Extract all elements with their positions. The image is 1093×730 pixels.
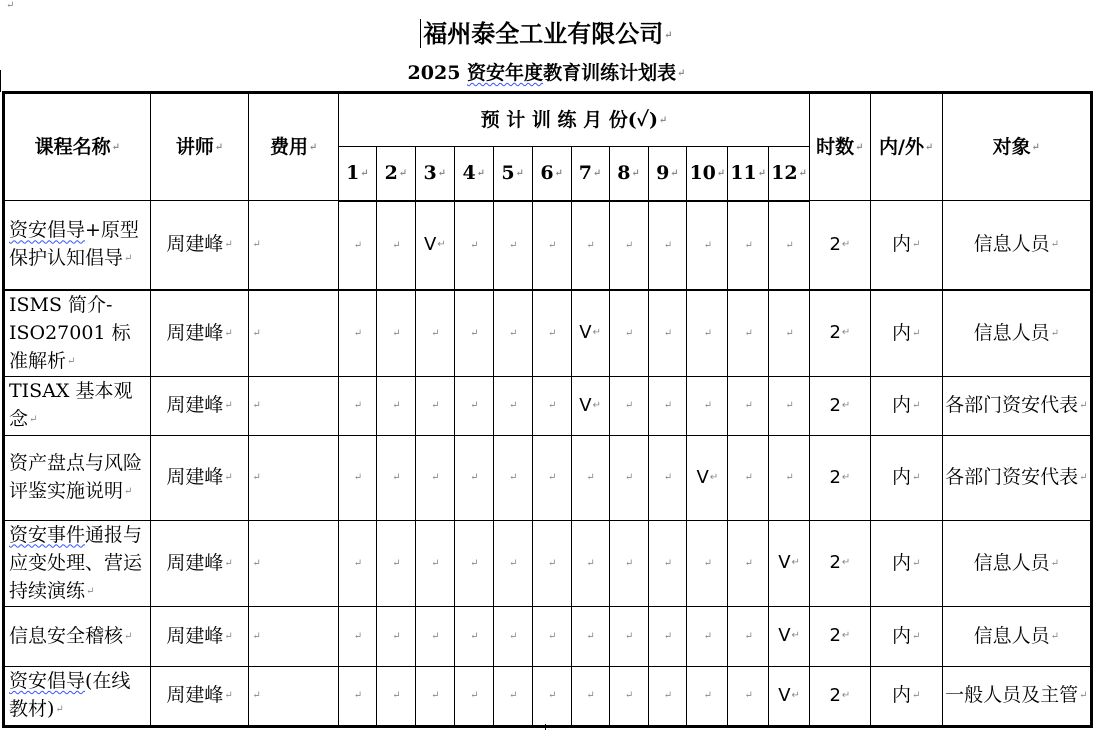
month-cell-4 <box>454 606 493 666</box>
header-month-4: 4 ↵ <box>454 147 493 201</box>
fee <box>249 290 339 377</box>
fee <box>249 666 339 726</box>
month-cell-10 <box>687 290 728 377</box>
fee <box>249 435 339 520</box>
hours: 2 ↵ <box>809 435 870 520</box>
month-cell-8 <box>609 201 648 290</box>
table-row <box>4 376 1092 435</box>
month-cell-4 <box>454 666 493 726</box>
lecturer: 周建峰 ↵ <box>150 435 249 520</box>
month-cell-3 <box>415 520 454 606</box>
internal-external: 内 ↵ <box>870 666 942 726</box>
month-cell-2 <box>376 201 415 290</box>
month-cell-3 <box>415 290 454 377</box>
month-cell-1 <box>339 520 377 606</box>
header-month-2: 2 ↵ <box>376 147 415 201</box>
fee <box>249 201 339 290</box>
month-cell-8 <box>609 435 648 520</box>
fee <box>249 376 339 435</box>
table-row <box>4 606 1092 666</box>
header-month-1: 1 ↵ <box>339 147 377 201</box>
month-cell-1 <box>339 666 377 726</box>
header-internal-external: 内/外 ↵ <box>870 93 942 201</box>
table-row <box>4 520 1092 606</box>
hours: 2 ↵ <box>809 376 870 435</box>
header-month-10: 10 ↵ <box>687 147 728 201</box>
company-name: 福州泰全工业有限公司 ↵ <box>420 19 672 48</box>
month-check-7: V ↵ <box>571 376 609 435</box>
month-cell-7 <box>571 606 609 666</box>
lecturer: 周建峰 ↵ <box>150 666 249 726</box>
month-cell-2 <box>376 290 415 377</box>
internal-external: 内 ↵ <box>870 435 942 520</box>
course-name <box>4 376 151 435</box>
course-name-text: TISAX 基本观念 ↵ <box>9 380 132 430</box>
month-cell-9 <box>648 606 687 666</box>
month-cell-10 <box>687 520 728 606</box>
month-cell-9 <box>648 201 687 290</box>
header-fee: 费用 ↵ <box>249 93 339 201</box>
course-name <box>4 666 151 726</box>
course-name-text: +原型保护认知倡导 ↵ <box>9 219 139 269</box>
month-cell-4 <box>454 290 493 377</box>
month-cell-6 <box>532 606 571 666</box>
hours: 2 ↵ <box>809 606 870 666</box>
header-month-3: 3 ↵ <box>415 147 454 201</box>
month-cell-10 <box>687 666 728 726</box>
month-cell-6 <box>532 435 571 520</box>
fee <box>249 520 339 606</box>
month-cell-4 <box>454 520 493 606</box>
table-row <box>4 435 1092 520</box>
month-cell-9 <box>648 666 687 726</box>
page-line <box>545 724 546 730</box>
header-month-5: 5 ↵ <box>493 147 532 201</box>
month-cell-3 <box>415 376 454 435</box>
month-cell-10 <box>687 201 728 290</box>
audience: 信息人员 ↵ <box>942 290 1091 377</box>
month-cell-5 <box>493 201 532 290</box>
header-months-group: 预 计 训 练 月 份(✓) ↵ <box>339 93 810 147</box>
paragraph-mark: ↵ <box>6 0 15 11</box>
internal-external: 内 ↵ <box>870 520 942 606</box>
header-month-8: 8 ↵ <box>609 147 648 201</box>
audience: 各部门资安代表 ↵ <box>942 435 1091 520</box>
course-name-text: (在线教材) ↵ <box>9 670 130 720</box>
month-cell-8 <box>609 290 648 377</box>
month-cell-12 <box>769 376 810 435</box>
month-cell-1 <box>339 201 377 290</box>
month-cell-7 <box>571 201 609 290</box>
month-cell-1 <box>339 290 377 377</box>
month-check-12: V ↵ <box>769 666 810 726</box>
hours: 2 ↵ <box>809 201 870 290</box>
hours: 2 ↵ <box>809 520 870 606</box>
lecturer: 周建峰 ↵ <box>150 606 249 666</box>
month-cell-6 <box>532 376 571 435</box>
month-cell-7 <box>571 666 609 726</box>
month-cell-11 <box>728 435 769 520</box>
month-check-3: V ↵ <box>415 201 454 290</box>
internal-external: 内 ↵ <box>870 376 942 435</box>
month-cell-8 <box>609 606 648 666</box>
month-cell-6 <box>532 666 571 726</box>
month-cell-10 <box>687 606 728 666</box>
month-cell-2 <box>376 666 415 726</box>
month-cell-3 <box>415 435 454 520</box>
course-name <box>4 201 151 290</box>
subtitle-rest: 教育训练计划表 ↵ <box>543 62 685 84</box>
month-cell-8 <box>609 666 648 726</box>
month-cell-11 <box>728 376 769 435</box>
course-name-underlined: 资安事件 <box>9 523 86 546</box>
month-cell-2 <box>376 376 415 435</box>
course-name-text: ISMS 简介-ISO27001 标准解析 ↵ <box>9 294 131 372</box>
month-cell-11 <box>728 201 769 290</box>
month-cell-8 <box>609 376 648 435</box>
course-name-text: 通报与应变处理、营运持续演练 ↵ <box>9 524 142 602</box>
table-row <box>4 290 1092 377</box>
lecturer: 周建峰 ↵ <box>150 520 249 606</box>
month-cell-3 <box>415 606 454 666</box>
audience: 信息人员 ↵ <box>942 606 1091 666</box>
header-lecturer: 讲师 ↵ <box>150 93 249 201</box>
header-month-7: 7 ↵ <box>571 147 609 201</box>
month-cell-9 <box>648 435 687 520</box>
month-cell-12 <box>769 290 810 377</box>
month-cell-7 <box>571 435 609 520</box>
fee <box>249 606 339 666</box>
month-cell-5 <box>493 435 532 520</box>
company-title <box>0 14 1093 56</box>
header-month-6: 6 ↵ <box>532 147 571 201</box>
month-cell-11 <box>728 666 769 726</box>
month-cell-11 <box>728 606 769 666</box>
course-name <box>4 290 151 377</box>
month-cell-9 <box>648 520 687 606</box>
table-row <box>4 666 1092 726</box>
audience: 信息人员 ↵ <box>942 520 1091 606</box>
month-cell-5 <box>493 520 532 606</box>
month-cell-4 <box>454 435 493 520</box>
internal-external: 内 ↵ <box>870 201 942 290</box>
course-name-underlined: 资安倡导 <box>9 219 86 242</box>
month-cell-1 <box>339 376 377 435</box>
training-plan-table <box>2 91 1093 728</box>
month-cell-3 <box>415 666 454 726</box>
header-month-11: 11 ↵ <box>728 147 769 201</box>
month-cell-4 <box>454 201 493 290</box>
month-cell-5 <box>493 666 532 726</box>
document-subtitle <box>0 58 1093 89</box>
audience: 各部门资安代表 ↵ <box>942 376 1091 435</box>
month-check-7: V ↵ <box>571 290 609 377</box>
course-name <box>4 435 151 520</box>
header-course: 课程名称 ↵ <box>4 93 151 201</box>
hours: 2 ↵ <box>809 666 870 726</box>
month-cell-2 <box>376 435 415 520</box>
month-cell-1 <box>339 435 377 520</box>
lecturer: 周建峰 ↵ <box>150 376 249 435</box>
month-cell-4 <box>454 376 493 435</box>
audience: 一般人员及主管 ↵ <box>942 666 1091 726</box>
hours: 2 ↵ <box>809 290 870 377</box>
month-cell-2 <box>376 606 415 666</box>
month-cell-7 <box>571 520 609 606</box>
internal-external: 内 ↵ <box>870 290 942 377</box>
month-check-12: V ↵ <box>769 520 810 606</box>
audience: 信息人员 ↵ <box>942 201 1091 290</box>
month-cell-8 <box>609 520 648 606</box>
month-cell-2 <box>376 520 415 606</box>
course-name-underlined: 资安倡导 <box>9 670 86 692</box>
header-hours: 时数 ↵ <box>809 93 870 201</box>
month-cell-6 <box>532 520 571 606</box>
month-cell-10 <box>687 376 728 435</box>
subtitle-year: 2025 <box>407 62 461 84</box>
month-cell-11 <box>728 520 769 606</box>
course-name-text: 资产盘点与风险评鉴实施说明 ↵ <box>9 452 142 502</box>
month-cell-5 <box>493 290 532 377</box>
month-cell-12 <box>769 435 810 520</box>
month-cell-12 <box>769 201 810 290</box>
header-audience: 对象 ↵ <box>942 93 1091 201</box>
lecturer: 周建峰 ↵ <box>150 201 249 290</box>
month-cell-9 <box>648 376 687 435</box>
month-cell-11 <box>728 290 769 377</box>
course-name <box>4 520 151 606</box>
table-row <box>4 201 1092 290</box>
month-cell-9 <box>648 290 687 377</box>
month-check-10: V ↵ <box>687 435 728 520</box>
subtitle-underlined: 资安年度 <box>467 62 544 84</box>
month-check-12: V ↵ <box>769 606 810 666</box>
course-name-text: 信息安全稽核 ↵ <box>9 625 132 647</box>
header-month-9: 9 ↵ <box>648 147 687 201</box>
month-cell-6 <box>532 290 571 377</box>
lecturer: 周建峰 ↵ <box>150 290 249 377</box>
month-cell-6 <box>532 201 571 290</box>
internal-external: 内 ↵ <box>870 606 942 666</box>
month-cell-5 <box>493 606 532 666</box>
month-cell-5 <box>493 376 532 435</box>
month-cell-1 <box>339 606 377 666</box>
course-name <box>4 606 151 666</box>
header-month-12: 12 ↵ <box>769 147 810 201</box>
